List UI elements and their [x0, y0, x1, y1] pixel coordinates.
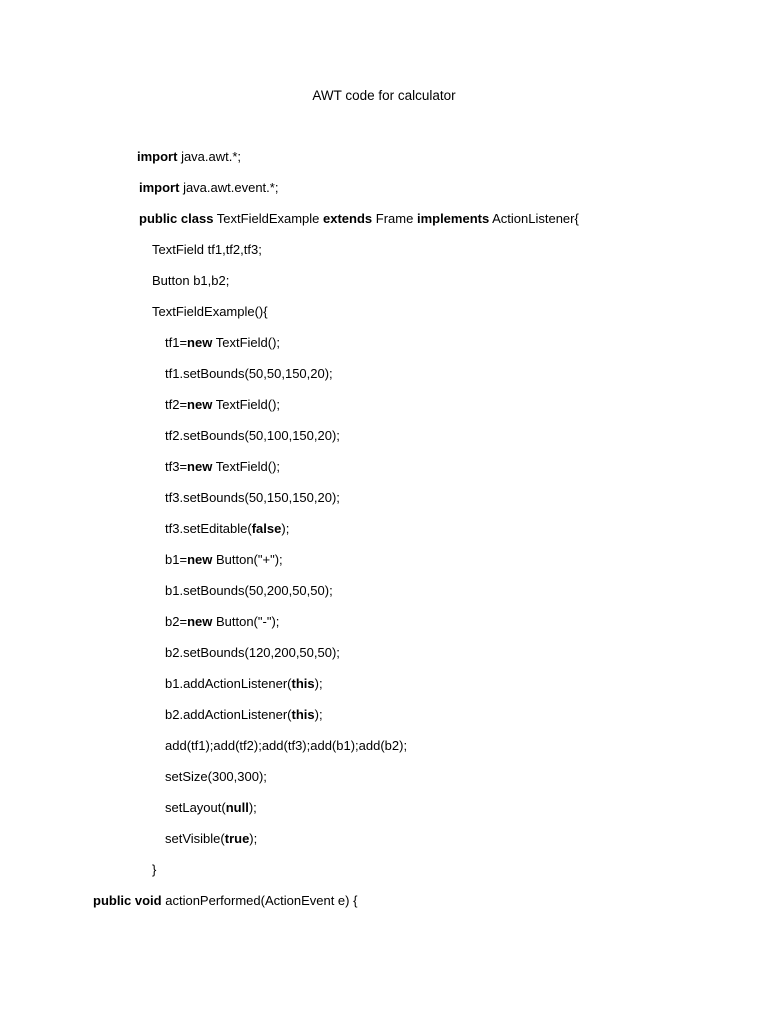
code-line [165, 643, 340, 663]
code-keyword: new [187, 397, 213, 412]
code-line [165, 798, 257, 818]
code-text: tf2.setBounds(50,100,150,20); [165, 428, 340, 443]
code-text: b1= [165, 552, 188, 567]
code-line [165, 519, 289, 539]
code-text: Frame [372, 211, 417, 226]
code-keyword: public class [139, 211, 214, 226]
code-line [165, 395, 280, 415]
code-text: TextField(); [212, 335, 281, 350]
code-text: tf3= [165, 459, 188, 474]
code-text: setLayout( [165, 800, 226, 815]
code-line [165, 488, 340, 508]
code-line [165, 829, 257, 849]
code-text: java.awt.*; [177, 149, 242, 164]
code-line [137, 147, 241, 167]
code-keyword: true [224, 831, 250, 846]
code-text: tf3.setBounds(50,150,150,20); [165, 490, 340, 505]
code-line [165, 364, 333, 384]
code-text: tf1= [165, 335, 188, 350]
code-keyword: import [139, 180, 180, 195]
code-keyword: false [251, 521, 282, 536]
code-keyword: new [187, 459, 213, 474]
code-line [165, 674, 323, 694]
document-title: AWT code for calculator [312, 88, 456, 103]
code-text: java.awt.event.*; [179, 180, 279, 195]
code-text: b2.setBounds(120,200,50,50); [165, 645, 340, 660]
code-line [165, 426, 340, 446]
code-text: add(tf1);add(tf2);add(tf3);add(b1);add(b2); [165, 738, 408, 753]
code-text: b2.addActionListener( [165, 707, 292, 722]
code-text: ); [314, 676, 323, 691]
code-line [152, 240, 262, 260]
code-line [165, 705, 323, 725]
code-line [93, 891, 357, 911]
code-line [152, 271, 229, 291]
code-text: TextField(); [212, 397, 281, 412]
code-line [165, 612, 279, 632]
code-line [165, 736, 407, 756]
code-line [165, 767, 267, 787]
code-text: ); [281, 521, 290, 536]
code-keyword: public void [93, 893, 162, 908]
code-text: TextFieldExample(){ [152, 304, 268, 319]
code-keyword: new [187, 335, 213, 350]
code-text: } [152, 862, 157, 877]
code-keyword: new [187, 614, 213, 629]
code-line [165, 550, 283, 570]
code-line [152, 302, 268, 322]
code-keyword: import [137, 149, 178, 164]
code-text: TextField(); [212, 459, 281, 474]
code-line [139, 209, 579, 229]
code-text: tf1.setBounds(50,50,150,20); [165, 366, 333, 381]
code-text: tf3.setEditable( [165, 521, 252, 536]
code-keyword: null [225, 800, 249, 815]
code-line [165, 333, 280, 353]
code-text: ActionListener{ [489, 211, 579, 226]
code-keyword: extends [323, 211, 373, 226]
code-text: tf2= [165, 397, 188, 412]
code-text: setVisible( [165, 831, 225, 846]
code-text: b1.setBounds(50,200,50,50); [165, 583, 333, 598]
code-line [139, 178, 278, 198]
code-text: TextField tf1,tf2,tf3; [152, 242, 262, 257]
code-keyword: this [291, 707, 315, 722]
code-text: b2= [165, 614, 188, 629]
code-text: ); [249, 831, 258, 846]
code-text: Button("-"); [212, 614, 280, 629]
code-text: Button b1,b2; [152, 273, 230, 288]
code-keyword: this [291, 676, 315, 691]
code-text: actionPerformed(ActionEvent e) { [161, 893, 358, 908]
code-text: b1.addActionListener( [165, 676, 292, 691]
code-text: TextFieldExample [213, 211, 324, 226]
code-text: ); [248, 800, 257, 815]
code-text: setSize(300,300); [165, 769, 267, 784]
code-keyword: new [187, 552, 213, 567]
code-line [165, 457, 280, 477]
code-text: Button("+"); [212, 552, 283, 567]
code-text: ); [314, 707, 323, 722]
code-keyword: implements [416, 211, 490, 226]
code-line [152, 860, 156, 880]
code-line [165, 581, 333, 601]
